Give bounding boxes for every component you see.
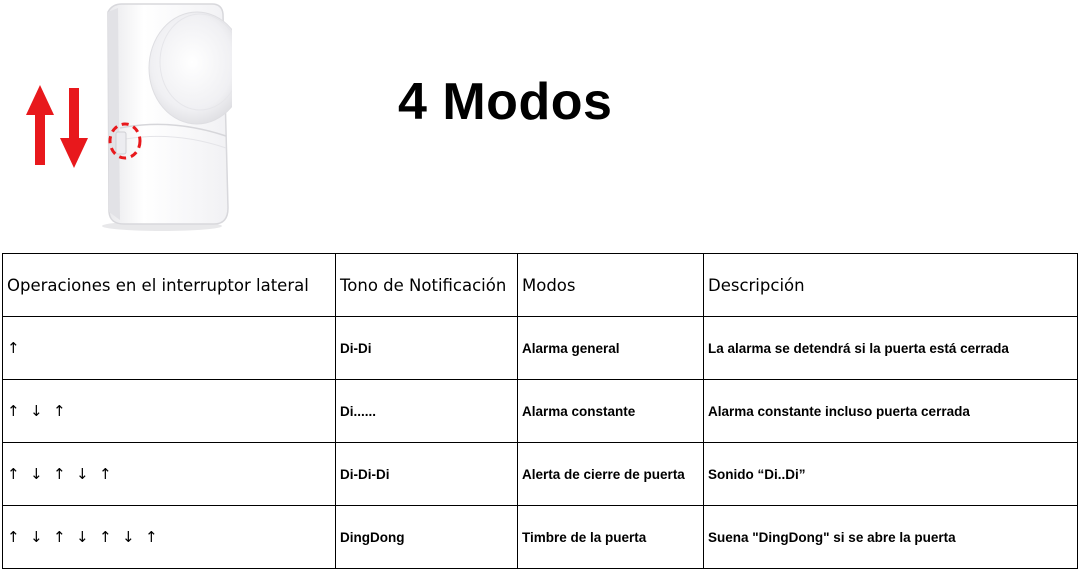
operation-sequence (3, 380, 336, 443)
header-operations: Operaciones en el interruptor lateral (3, 254, 336, 317)
notification-tone: Di-Di (336, 317, 518, 380)
operation-sequence (3, 506, 336, 569)
mode-description: La alarma se detendrá si la puerta está cerrada (704, 317, 1078, 380)
notification-tone: Di-Di-Di (336, 443, 518, 506)
red-up-arrow-icon (26, 85, 54, 165)
operation-arrows: ↑ ↓ ↑ ↓ ↑ ↓ ↑ (7, 528, 158, 546)
operation-sequence (3, 443, 336, 506)
product-illustration (22, 0, 232, 232)
table-row (3, 443, 1078, 506)
red-down-arrow-icon (60, 88, 88, 168)
table-body (3, 317, 1078, 569)
mode-name: Alarma general (518, 317, 704, 380)
notification-tone: Di...... (336, 380, 518, 443)
header-modes: Modos (518, 254, 704, 317)
modes-table (2, 253, 1078, 569)
header-tone: Tono de Notificación (336, 254, 518, 317)
page-title: 4 Modos (398, 73, 613, 131)
table-header-row (3, 254, 1078, 317)
table-row (3, 380, 1078, 443)
mode-description: Suena "DingDong" si se abre la puerta (704, 506, 1078, 569)
operation-sequence (3, 317, 336, 380)
header-description: Descripción (704, 254, 1078, 317)
table-row (3, 317, 1078, 380)
mode-name: Alarma constante (518, 380, 704, 443)
operation-arrows: ↑ ↓ ↑ (7, 402, 66, 420)
mode-description: Sonido “Di..Di” (704, 443, 1078, 506)
mode-name: Alerta de cierre de puerta (518, 443, 704, 506)
operation-arrows: ↑ (7, 339, 20, 357)
table-row (3, 506, 1078, 569)
notification-tone: DingDong (336, 506, 518, 569)
mode-name: Timbre de la puerta (518, 506, 704, 569)
operation-arrows: ↑ ↓ ↑ ↓ ↑ (7, 465, 112, 483)
mode-description: Alarma constante incluso puerta cerrada (704, 380, 1078, 443)
dashed-circle-icon (107, 121, 143, 161)
